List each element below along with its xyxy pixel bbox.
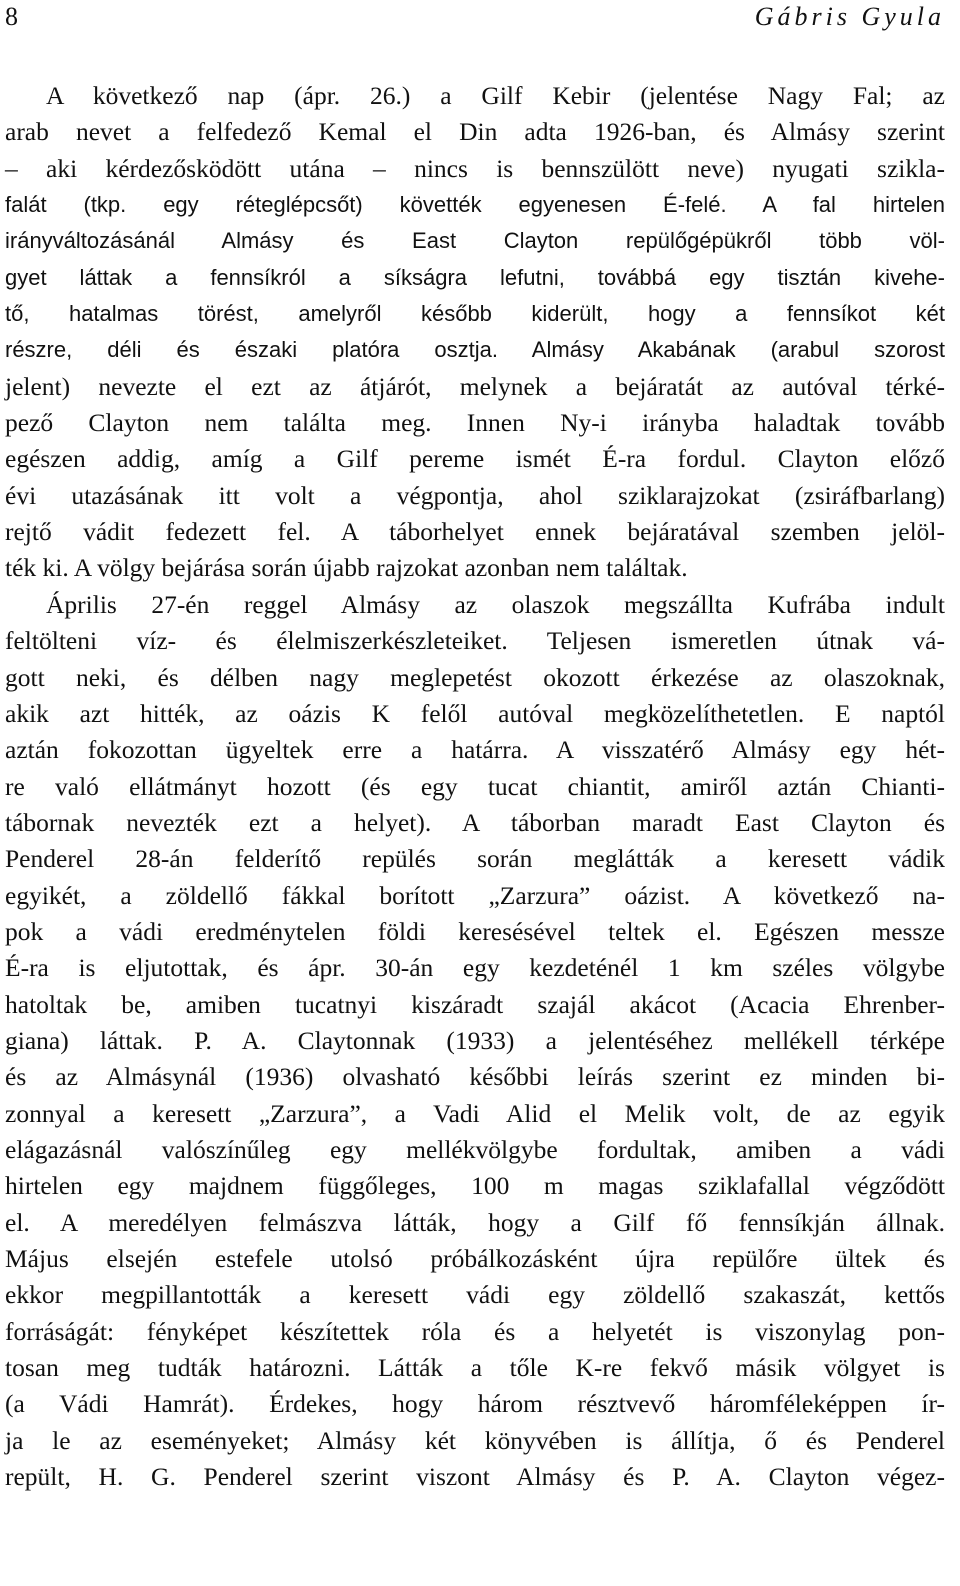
text-line: arab nevet a felfedező Kemal el Din adta 1926-ban, és Almásy szerint	[5, 117, 945, 147]
text-line: tábornak nevezték ezt a helyet). A táborban maradt East Clayton és	[5, 807, 945, 837]
text-line: ték ki. A völgy bejárása során újabb rajzokat azonban nem találtak.	[5, 553, 688, 583]
text-line: jelent) nevezte el ezt az átjárót, melynek a bejáratát az autóval térké-	[5, 371, 945, 401]
text-line: gott neki, és délben nagy meglepetést okozott érkezése az olaszoknak,	[5, 662, 945, 692]
text-line: és az Almásynál (1936) olvasható későbbi leírás szerint ez minden bi-	[5, 1062, 945, 1092]
text-line: irányváltozásánál Almásy és East Clayton repülőgépükről több völ-	[5, 228, 945, 254]
text-line: ja le az eseményeket; Almásy két könyvében is állítja, ő és Penderel	[5, 1425, 945, 1455]
body-text	[5, 78, 945, 1495]
text-line: egyikét, a zöldellő fákkal borított „Zarzura” oázist. A következő na-	[5, 880, 945, 910]
text-line: Április 27-én reggel Almásy az olaszok megszállta Kufrába indult	[46, 589, 945, 619]
page-number: 8	[5, 2, 18, 31]
text-line: elágazásnál valószínűleg egy mellékvölgybe fordultak, amiben a vádi	[5, 1134, 945, 1164]
text-line: re való ellátmányt hozott (és egy tucat chiantit, amiről aztán Chianti-	[5, 771, 945, 801]
text-line: É-ra is eljutottak, és ápr. 30-án egy kezdeténél 1 km széles völgybe	[5, 953, 945, 983]
running-head-author: Gábris Gyula	[754, 2, 945, 31]
text-line: gyet láttak a fennsíkról a síkságra lefutni, továbbá egy tisztán kivehe-	[5, 264, 945, 290]
text-line: rejtő vádit fedezett fel. A táborhelyet ennek bejáratával szemben jelöl-	[5, 517, 945, 547]
text-line: Május elsején estefele utolsó próbálkozásként újra repülőre ültek és	[5, 1244, 945, 1273]
text-line: aztán fokozottan ügyeltek erre a határra. A visszatérő Almásy egy hét-	[5, 735, 945, 765]
text-line: zonnyal a keresett „Zarzura”, a Vadi Alid el Melik volt, de az egyik	[5, 1098, 945, 1128]
text-line: (a Vádi Hamrát). Érdekes, hogy három résztvevő háromféleképpen ír-	[5, 1389, 945, 1419]
text-line: évi utazásának itt volt a végpontja, ahol sziklarajzokat (zsiráfbarlang)	[5, 480, 945, 510]
text-line: Penderel 28-án felderítő repülés során meglátták a keresett vádik	[5, 844, 945, 874]
text-line: hatoltak be, amiben tucatnyi kiszáradt szajál akácot (Acacia Ehrenber-	[5, 989, 945, 1019]
text-line: ekkor megpillantották a keresett vádi egy zöldellő szakaszát, kettős	[5, 1280, 945, 1310]
text-line: akik azt hitték, az oázis K felől autóval megközelíthetetlen. E naptól	[5, 698, 945, 728]
text-line: tosan meg tudták határozni. Látták a tőle K-re fekvő másik völgyet is	[5, 1353, 945, 1383]
text-line: giana) láttak. P. A. Claytonnak (1933) a jelentéséhez mellékell térképe	[5, 1025, 945, 1055]
text-line: – aki kérdezősködött utána – nincs is bennszülött neve) nyugati szikla-	[5, 153, 945, 183]
text-line: részre, déli és északi platóra osztja. Almásy Akabának (arabul szorost	[5, 337, 945, 363]
text-line: forráságát: fényképet készítettek róla és a helyetét is viszonylag pon-	[5, 1316, 945, 1346]
text-line: tő, hatalmas törést, amelyről később kiderült, hogy a fennsíkot két	[5, 301, 945, 327]
text-line: A következő nap (ápr. 26.) a Gilf Kebir (jelentése Nagy Fal; az	[46, 81, 945, 110]
text-line: egészen addig, amíg a Gilf pereme ismét É-ra fordul. Clayton előző	[5, 444, 945, 474]
page-header	[5, 0, 945, 34]
text-line: hirtelen egy majdnem függőleges, 100 m magas sziklafallal végződött	[5, 1171, 945, 1201]
text-line: pező Clayton nem találta meg. Innen Ny-i irányba haladtak tovább	[5, 408, 945, 438]
text-line: repült, H. G. Penderel szerint viszont Almásy és P. A. Clayton végez-	[5, 1462, 945, 1492]
text-line: falát (tkp. egy réteglépcsőt) követték egyenesen É-felé. A fal hirtelen	[5, 192, 945, 218]
text-line: feltölteni víz- és élelmiszerkészleteiket. Teljesen ismeretlen útnak vá-	[5, 626, 945, 656]
text-line: el. A meredélyen felmászva látták, hogy a Gilf fő fennsíkján állnak.	[5, 1207, 945, 1237]
text-line: pok a vádi eredménytelen földi keresésével teltek el. Egészen messze	[5, 916, 945, 946]
